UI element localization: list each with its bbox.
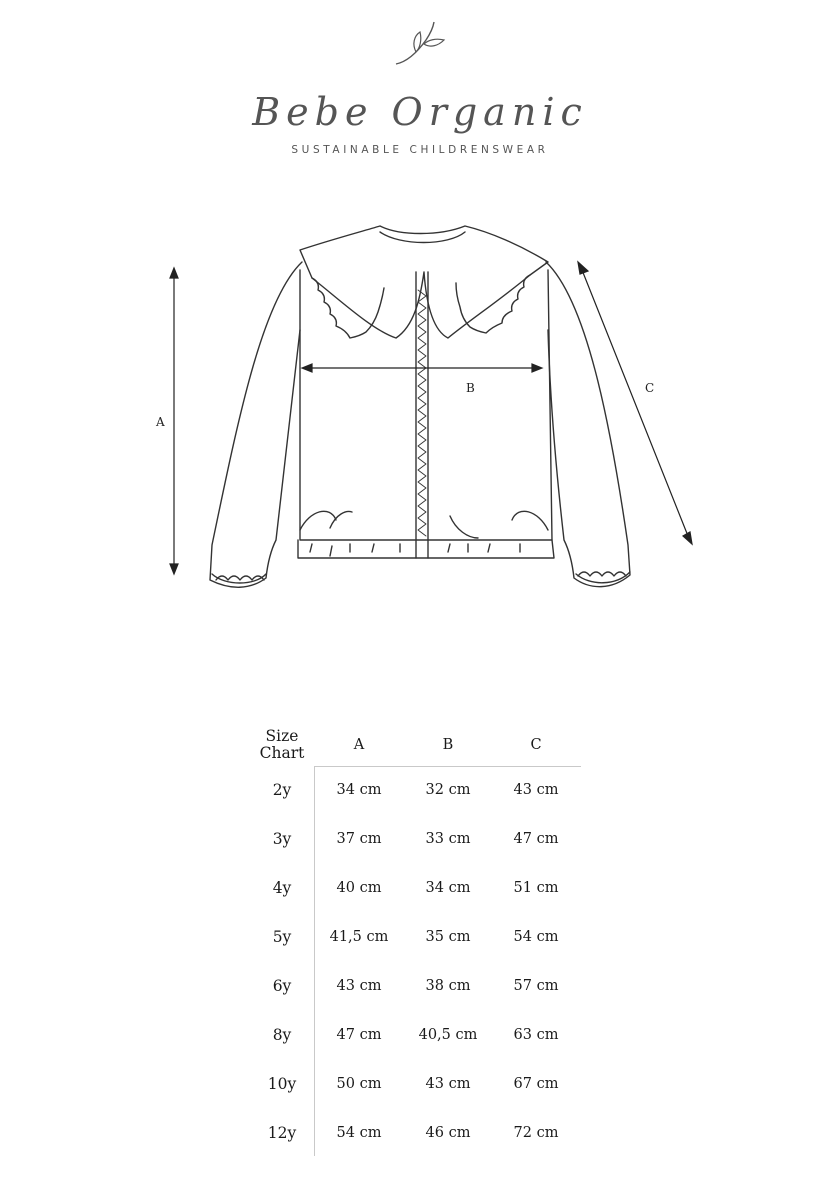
measure-c-cell: 63 cm (513, 1026, 559, 1043)
measure-a-cell: 50 cm (336, 1075, 382, 1092)
measure-a-cell: 43 cm (336, 977, 382, 994)
header-size-line1: Size (265, 727, 299, 745)
size-cell: 10y (267, 1074, 297, 1093)
table-row (250, 1108, 580, 1157)
table-row (250, 863, 580, 912)
label-a: A (156, 415, 165, 429)
hem-band (298, 540, 554, 558)
measure-a-cell: 47 cm (336, 1026, 382, 1043)
jacket-measurement-diagram (140, 215, 720, 615)
measure-b-cell: 34 cm (425, 879, 471, 896)
measure-c-cell: 43 cm (513, 781, 559, 798)
measure-c-cell: 67 cm (513, 1075, 559, 1092)
measure-b-cell: 43 cm (425, 1075, 471, 1092)
size-chart-table (250, 725, 580, 1157)
measure-b-cell: 33 cm (425, 830, 471, 847)
measure-b-cell: 40,5 cm (418, 1026, 478, 1043)
measure-c-cell: 72 cm (513, 1124, 559, 1141)
table-row (250, 912, 580, 961)
measure-c-cell: 47 cm (513, 830, 559, 847)
table-row (250, 961, 580, 1010)
measure-b-cell: 38 cm (425, 977, 471, 994)
table-row (250, 765, 580, 814)
measure-a-cell: 37 cm (336, 830, 382, 847)
header-a: A (353, 737, 365, 753)
table-row (250, 814, 580, 863)
measure-b-cell: 32 cm (425, 781, 471, 798)
measure-c-cell: 57 cm (513, 977, 559, 994)
size-cell: 12y (267, 1123, 297, 1142)
header-b: B (442, 737, 454, 753)
label-c: C (645, 381, 655, 395)
header-size-line2: Chart (259, 744, 305, 762)
measure-b-cell: 35 cm (425, 928, 471, 945)
size-cell: 6y (272, 976, 292, 995)
header-size-chart (250, 725, 314, 765)
label-b: B (466, 381, 475, 395)
measure-a-cell: 34 cm (336, 781, 382, 798)
header-c: C (530, 737, 542, 753)
measure-b-cell: 46 cm (425, 1124, 471, 1141)
table-row (250, 1059, 580, 1108)
size-cell: 5y (272, 927, 292, 946)
measure-c-cell: 54 cm (513, 928, 559, 945)
size-cell: 8y (272, 1025, 292, 1044)
left-sleeve-outline (210, 262, 302, 587)
leaf-sprig-icon (392, 18, 448, 70)
measure-a-cell: 41,5 cm (329, 928, 389, 945)
right-sleeve-outline (546, 262, 630, 587)
size-cell: 3y (272, 829, 292, 848)
brand-name: Bebe Organic (252, 90, 588, 134)
table-header-row (250, 725, 580, 765)
brand-tagline: SUSTAINABLE CHILDRENSWEAR (291, 144, 549, 156)
table-row (250, 1010, 580, 1059)
measure-a-cell: 40 cm (336, 879, 382, 896)
size-cell: 4y (272, 878, 292, 897)
measure-a-cell: 54 cm (336, 1124, 382, 1141)
size-cell: 2y (272, 780, 292, 799)
measure-c-cell: 51 cm (513, 879, 559, 896)
